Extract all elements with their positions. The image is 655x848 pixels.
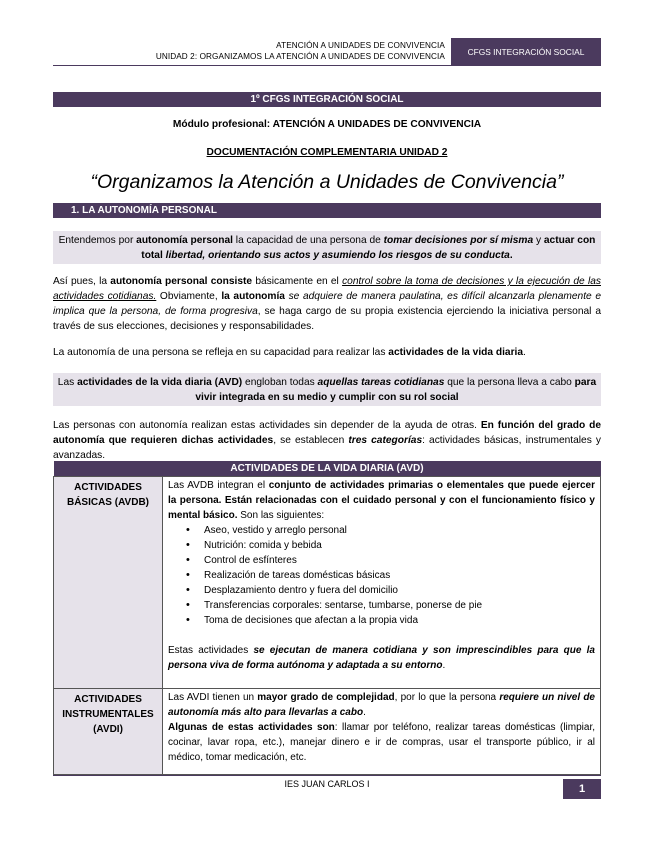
section-heading: 1. LA AUTONOMÍA PERSONAL [53, 203, 601, 218]
avdi-heading: ACTIVIDADES INSTRUMENTALES (AVDI) [54, 689, 163, 775]
page-footer [53, 775, 601, 797]
avd-table [53, 461, 601, 775]
paragraph-autonomy: Así pues, la autonomía personal consiste básicamente en el control sobre la toma de decisiones y la ejecución de las actividades cotidianas. Obviamente, la autonomía se adquiere de manera paulatina, es difícil alcanzarla plenamente e implica que la persona, de forma progresiva, se haga cargo de su propia existencia ejerciendo la iniciativa personal a través de sus elecciones, decisiones y responsabilidades. [53, 276, 601, 332]
table-header: ACTIVIDADES DE LA VIDA DIARIA (AVD) [54, 461, 601, 477]
page-header [53, 38, 601, 66]
list-item: • Nutrición: comida y bebida [186, 538, 595, 553]
list-item: • Toma de decisiones que afectan a la propia vida [186, 613, 595, 628]
paragraph-categories: Las personas con autonomía realizan estas actividades sin depender de la ayuda de otras. En función del grado de autonomía que requieren dichas actividades, se establecen tres categorías: actividades básicas, instrumentales y avanzadas. [53, 420, 602, 461]
doc-line: DOCUMENTACIÓN COMPLEMENTARIA UNIDAD 2 [206, 147, 448, 158]
header-unit: UNIDAD 2: ORGANIZAMOS LA ATENCIÓN A UNIDADES DE CONVIVENCIA [155, 52, 445, 61]
header-module: ATENCIÓN A UNIDADES DE CONVIVENCIA [276, 41, 445, 50]
main-title: “Organizamos la Atención a Unidades de Convivencia” [90, 171, 564, 193]
avd-definition-box: Las actividades de la vida diaria (AVD) engloban todas aquellas tareas cotidianas que la persona lleva a cabo para vivir integrada en su medio y cumplir con su rol social [53, 373, 601, 406]
page-number: 1 [563, 779, 601, 799]
paragraph-avd-intro: La autonomía de una persona se refleja en su capacidad para realizar las actividades de la vida diaria. [53, 347, 526, 358]
table-row-avdi [54, 689, 601, 775]
header-course-tag: CFGS INTEGRACIÓN SOCIAL [451, 38, 601, 66]
list-item: • Desplazamiento dentro y fuera del domicilio [186, 583, 595, 598]
list-item: • Aseo, vestido y arreglo personal [186, 523, 595, 538]
avdb-list [186, 523, 595, 628]
header-lines [156, 40, 445, 62]
list-item: • Realización de tareas domésticas básicas [186, 568, 595, 583]
module-line: Módulo profesional: ATENCIÓN A UNIDADES DE CONVIVENCIA [172, 119, 482, 130]
avdb-conclusion: Estas actividades se ejecutan de manera cotidiana y son imprescindibles para que la persona viva de forma autónoma y adaptada a su entorno. [168, 645, 595, 671]
avdb-description: Las AVDB integran el conjunto de actividades primarias o elementales que puede ejercer la persona. Están relacionadas con el cuidado personal y con el funcionamiento físico y mental básico. Son las siguientes: • Aseo, vestido y arreglo personal • Nutrición: comida y bebida • Control de esfínteres • Realización de tareas domésticas básicas • Desplazamiento dentro y fuera del domicilio • Transferencias corporales: sentarse, tumbarse, ponerse de pie • Toma de decisiones que afectan a la propia vida Estas actividades se ejecutan de manera cotidiana y son imprescindibles para que la persona viva de forma autónoma y adaptada a su entorno. [163, 477, 601, 689]
avdb-heading: ACTIVIDADES BÁSICAS (AVDB) [54, 477, 163, 689]
definition-box: Entendemos por autonomía personal la capacidad de una persona de tomar decisiones por sí misma y actuar con total libertad, orientando sus actos y asumiendo los riesgos de su conducta. [53, 231, 601, 264]
course-bar: 1º CFGS INTEGRACIÓN SOCIAL [53, 92, 601, 107]
avdi-description: Las AVDI tienen un mayor grado de complejidad, por lo que la persona requiere un nivel de autonomía más alto para llevarlas a cabo. Algunas de estas actividades son: llamar por teléfono, realizar tareas domésticas (limpiar, cocinar, lavar ropa, etc.), manejar dinero e ir de compras, usar el transporte público, ir al médico, tomar medicación, etc. [163, 689, 601, 775]
list-item: • Control de esfínteres [186, 553, 595, 568]
table-row-avdb [54, 477, 601, 689]
footer-school: IES JUAN CARLOS I [284, 779, 370, 789]
list-item: • Transferencias corporales: sentarse, tumbarse, ponerse de pie [186, 598, 595, 613]
